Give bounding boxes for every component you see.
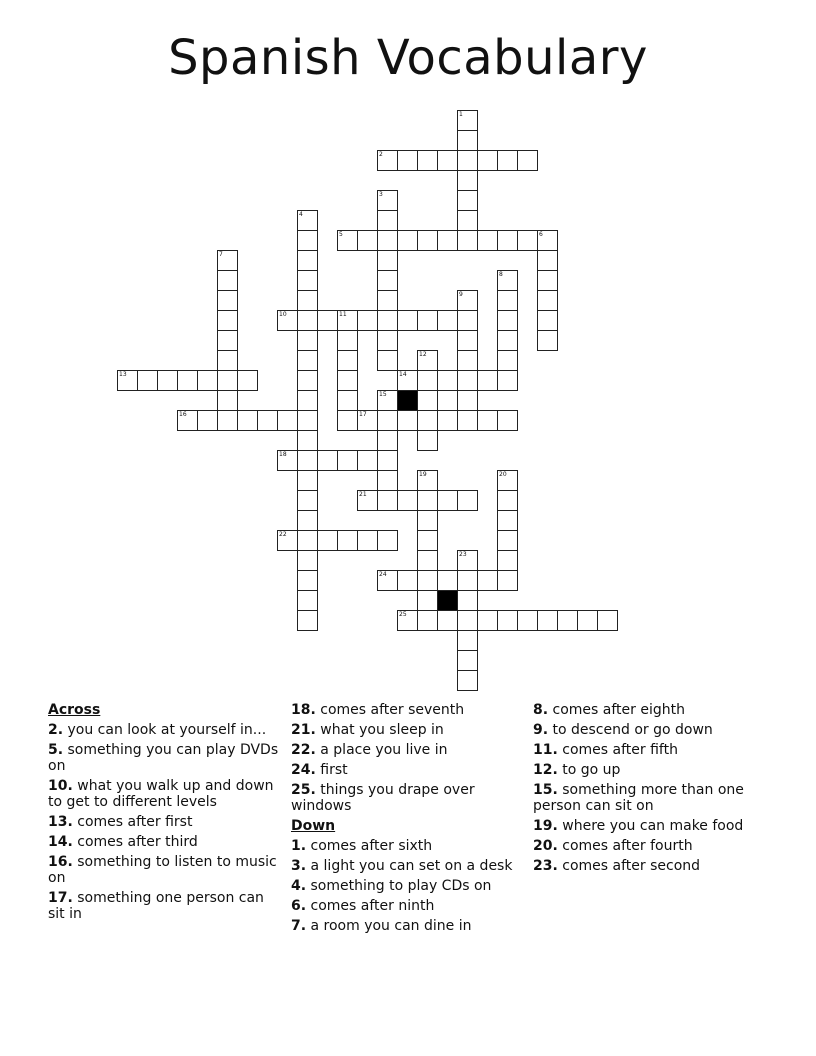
clue-num: 21. <box>291 722 316 738</box>
grid-cell[interactable] <box>217 250 238 271</box>
grid-cell[interactable] <box>197 370 218 391</box>
grid-cell[interactable] <box>577 610 598 631</box>
clue-text: to descend or go down <box>548 722 713 738</box>
clue-num: 8. <box>533 702 549 718</box>
grid-cell[interactable] <box>377 470 398 491</box>
grid-cell[interactable] <box>377 350 398 371</box>
clue-item <box>48 778 284 810</box>
clue-item <box>48 890 284 922</box>
clue-text: comes after seventh <box>315 702 465 718</box>
clue-num: 18. <box>291 702 316 718</box>
clue-num: 2. <box>48 722 64 738</box>
clue-num: 3. <box>291 858 307 874</box>
grid-cell[interactable] <box>497 290 518 311</box>
grid-cell[interactable] <box>477 410 498 431</box>
grid-cell[interactable] <box>377 150 398 171</box>
clue-text: something one person can sit in <box>48 890 264 922</box>
grid-cell[interactable] <box>497 510 518 531</box>
clue-item <box>48 742 284 774</box>
grid-cell[interactable] <box>497 310 518 331</box>
clue-text: a room you can dine in <box>306 918 472 934</box>
grid-cell[interactable] <box>377 210 398 231</box>
clue-item <box>291 742 527 758</box>
grid-cell[interactable] <box>117 370 138 391</box>
grid-cell[interactable] <box>477 370 498 391</box>
black-cell <box>397 390 418 411</box>
grid-cell[interactable] <box>337 330 358 351</box>
clue-num: 9. <box>533 722 549 738</box>
clue-item <box>533 858 773 874</box>
clue-num: 22. <box>291 742 316 758</box>
grid-cell[interactable] <box>457 190 478 211</box>
grid-cell[interactable] <box>297 550 318 571</box>
grid-cell[interactable] <box>377 410 398 431</box>
grid-cell[interactable] <box>197 410 218 431</box>
grid-cell[interactable] <box>477 150 498 171</box>
grid-cell[interactable] <box>457 370 478 391</box>
clue-number: 7 <box>219 251 223 258</box>
clue-num: 6. <box>291 898 307 914</box>
clue-num: 7. <box>291 918 307 934</box>
clue-number: 24 <box>379 571 387 578</box>
grid-cell[interactable] <box>277 310 298 331</box>
grid-cell[interactable] <box>377 290 398 311</box>
clue-text: comes after sixth <box>306 838 433 854</box>
clue-number: 21 <box>359 491 367 498</box>
grid-cell[interactable] <box>417 490 438 511</box>
grid-cell[interactable] <box>497 530 518 551</box>
grid-cell[interactable] <box>497 550 518 571</box>
grid-cell[interactable] <box>437 310 458 331</box>
grid-cell[interactable] <box>377 230 398 251</box>
grid-cell[interactable] <box>397 410 418 431</box>
grid-cell[interactable] <box>297 610 318 631</box>
grid-cell[interactable] <box>517 230 538 251</box>
grid-cell[interactable] <box>297 390 318 411</box>
grid-cell[interactable] <box>297 590 318 611</box>
grid-cell[interactable] <box>257 410 278 431</box>
grid-cell[interactable] <box>397 490 418 511</box>
black-cell <box>437 590 458 611</box>
clue-number: 2 <box>379 151 383 158</box>
clue-num: 15. <box>533 782 558 798</box>
clue-number: 16 <box>179 411 187 418</box>
clue-number: 9 <box>459 291 463 298</box>
clue-number: 23 <box>459 551 467 558</box>
grid-cell[interactable] <box>437 370 458 391</box>
clue-number: 11 <box>339 311 347 318</box>
grid-cell[interactable] <box>297 330 318 351</box>
grid-cell[interactable] <box>297 230 318 251</box>
grid-cell[interactable] <box>297 530 318 551</box>
grid-cell[interactable] <box>357 310 378 331</box>
clue-item <box>48 854 284 886</box>
grid-cell[interactable] <box>217 290 238 311</box>
grid-cell[interactable] <box>417 150 438 171</box>
grid-cell[interactable] <box>457 630 478 651</box>
clue-num: 4. <box>291 878 307 894</box>
clue-number: 6 <box>539 231 543 238</box>
grid-cell[interactable] <box>417 470 438 491</box>
across-heading: Across <box>48 702 101 718</box>
clue-item <box>533 782 773 814</box>
grid-cell[interactable] <box>417 410 438 431</box>
grid-cell[interactable] <box>377 250 398 271</box>
clue-item <box>533 818 773 834</box>
grid-cell[interactable] <box>377 570 398 591</box>
grid-cell[interactable] <box>477 610 498 631</box>
clue-item <box>291 838 527 854</box>
clue-num: 20. <box>533 838 558 854</box>
clue-item <box>291 722 527 738</box>
clue-text: a place you live in <box>315 742 448 758</box>
grid-cell[interactable] <box>297 250 318 271</box>
grid-cell[interactable] <box>297 570 318 591</box>
grid-cell[interactable] <box>297 490 318 511</box>
grid-cell[interactable] <box>297 310 318 331</box>
clue-text: what you sleep in <box>315 722 444 738</box>
grid-cell[interactable] <box>377 430 398 451</box>
grid-cell[interactable] <box>417 370 438 391</box>
clue-text: something you can play DVDs on <box>48 742 279 774</box>
grid-cell[interactable] <box>337 410 358 431</box>
grid-cell[interactable] <box>557 610 578 631</box>
clue-text: comes after third <box>72 834 198 850</box>
grid-cell[interactable] <box>437 570 458 591</box>
clue-number: 1 <box>459 111 463 118</box>
grid-cell[interactable] <box>457 310 478 331</box>
grid-cell[interactable] <box>457 650 478 671</box>
grid-cell[interactable] <box>297 430 318 451</box>
clue-number: 19 <box>419 471 427 478</box>
grid-cell[interactable] <box>457 350 478 371</box>
grid-cell[interactable] <box>237 410 258 431</box>
grid-cell[interactable] <box>337 390 358 411</box>
clue-item <box>291 918 527 934</box>
grid-cell[interactable] <box>277 530 298 551</box>
grid-cell[interactable] <box>297 210 318 231</box>
clue-column-2 <box>291 702 527 938</box>
clue-number: 14 <box>399 371 407 378</box>
grid-cell[interactable] <box>297 470 318 491</box>
clue-num: 14. <box>48 834 73 850</box>
clue-number: 13 <box>119 371 127 378</box>
clue-num: 10. <box>48 778 73 794</box>
grid-cell[interactable] <box>437 410 458 431</box>
grid-cell[interactable] <box>417 310 438 331</box>
clue-text: comes after fourth <box>557 838 693 854</box>
grid-cell[interactable] <box>217 350 238 371</box>
clue-item <box>291 762 527 778</box>
grid-cell[interactable] <box>497 410 518 431</box>
grid-cell[interactable] <box>237 370 258 391</box>
grid-cell[interactable] <box>397 610 418 631</box>
grid-cell[interactable] <box>457 170 478 191</box>
clue-num: 19. <box>533 818 558 834</box>
clue-text: comes after second <box>557 858 701 874</box>
clue-text: where you can make food <box>557 818 744 834</box>
grid-cell[interactable] <box>537 270 558 291</box>
grid-cell[interactable] <box>457 410 478 431</box>
grid-cell[interactable] <box>457 110 478 131</box>
grid-cell[interactable] <box>177 410 198 431</box>
clue-text: comes after eighth <box>548 702 685 718</box>
grid-cell[interactable] <box>397 570 418 591</box>
clue-item <box>533 722 773 738</box>
grid-cell[interactable] <box>217 370 238 391</box>
grid-cell[interactable] <box>497 330 518 351</box>
page-title: Spanish Vocabulary <box>168 30 648 86</box>
grid-cell[interactable] <box>297 510 318 531</box>
grid-cell[interactable] <box>277 450 298 471</box>
grid-cell[interactable] <box>377 190 398 211</box>
clue-text: comes after first <box>72 814 193 830</box>
grid-cell[interactable] <box>357 450 378 471</box>
grid-cell[interactable] <box>417 350 438 371</box>
grid-cell[interactable] <box>517 150 538 171</box>
grid-cell[interactable] <box>457 130 478 151</box>
grid-cell[interactable] <box>497 570 518 591</box>
clue-number: 3 <box>379 191 383 198</box>
clue-item <box>533 702 773 718</box>
grid-cell[interactable] <box>377 530 398 551</box>
clue-number: 12 <box>419 351 427 358</box>
grid-cell[interactable] <box>417 390 438 411</box>
grid-cell[interactable] <box>377 450 398 471</box>
grid-cell[interactable] <box>457 230 478 251</box>
clue-text: to go up <box>557 762 621 778</box>
clue-item <box>533 742 773 758</box>
grid-cell[interactable] <box>337 350 358 371</box>
clue-number: 5 <box>339 231 343 238</box>
grid-cell[interactable] <box>317 530 338 551</box>
grid-cell[interactable] <box>417 230 438 251</box>
grid-cell[interactable] <box>377 490 398 511</box>
grid-cell[interactable] <box>397 150 418 171</box>
grid-cell[interactable] <box>217 330 238 351</box>
grid-cell[interactable] <box>497 470 518 491</box>
grid-cell[interactable] <box>297 350 318 371</box>
grid-cell[interactable] <box>537 330 558 351</box>
grid-cell[interactable] <box>137 370 158 391</box>
clue-number: 10 <box>279 311 287 318</box>
clue-number: 4 <box>299 211 303 218</box>
grid-cell[interactable] <box>337 310 358 331</box>
grid-cell[interactable] <box>457 610 478 631</box>
clue-num: 16. <box>48 854 73 870</box>
clue-column-3 <box>533 702 773 878</box>
clue-text: comes after ninth <box>306 898 435 914</box>
grid-cell[interactable] <box>317 310 338 331</box>
grid-cell[interactable] <box>397 310 418 331</box>
grid-cell[interactable] <box>377 390 398 411</box>
clue-item <box>533 762 773 778</box>
grid-cell[interactable] <box>417 610 438 631</box>
grid-cell[interactable] <box>457 210 478 231</box>
grid-cell[interactable] <box>377 270 398 291</box>
grid-cell[interactable] <box>217 270 238 291</box>
grid-cell[interactable] <box>497 230 518 251</box>
clue-text: something more than one person can sit on <box>533 782 744 814</box>
clue-text: something to listen to music on <box>48 854 277 886</box>
clue-item <box>291 702 527 718</box>
grid-cell[interactable] <box>337 450 358 471</box>
grid-cell[interactable] <box>437 610 458 631</box>
grid-cell[interactable] <box>157 370 178 391</box>
grid-cell[interactable] <box>377 330 398 351</box>
clue-item <box>291 878 527 894</box>
clue-text: something to play CDs on <box>306 878 492 894</box>
clue-number: 18 <box>279 451 287 458</box>
grid-cell[interactable] <box>497 150 518 171</box>
clue-num: 24. <box>291 762 316 778</box>
grid-cell[interactable] <box>477 230 498 251</box>
clue-column-1 <box>48 702 284 926</box>
grid-cell[interactable] <box>457 330 478 351</box>
grid-cell[interactable] <box>497 350 518 371</box>
grid-cell[interactable] <box>597 610 618 631</box>
clue-number: 15 <box>379 391 387 398</box>
clue-number: 20 <box>499 471 507 478</box>
grid-cell[interactable] <box>497 610 518 631</box>
grid-cell[interactable] <box>517 610 538 631</box>
grid-cell[interactable] <box>337 530 358 551</box>
clue-num: 12. <box>533 762 558 778</box>
clue-text: a light you can set on a desk <box>306 858 513 874</box>
grid-cell[interactable] <box>337 370 358 391</box>
down-heading: Down <box>291 818 336 834</box>
grid-cell[interactable] <box>357 410 378 431</box>
clue-num: 23. <box>533 858 558 874</box>
grid-cell[interactable] <box>457 670 478 691</box>
grid-cell[interactable] <box>457 570 478 591</box>
grid-cell[interactable] <box>437 490 458 511</box>
grid-cell[interactable] <box>457 150 478 171</box>
grid-cell[interactable] <box>337 230 358 251</box>
grid-cell[interactable] <box>497 370 518 391</box>
grid-cell[interactable] <box>537 230 558 251</box>
grid-cell[interactable] <box>537 310 558 331</box>
grid-cell[interactable] <box>217 410 238 431</box>
grid-cell[interactable] <box>417 510 438 531</box>
grid-cell[interactable] <box>297 450 318 471</box>
grid-cell[interactable] <box>437 150 458 171</box>
clue-number: 17 <box>359 411 367 418</box>
grid-cell[interactable] <box>397 230 418 251</box>
grid-cell[interactable] <box>457 290 478 311</box>
grid-cell[interactable] <box>297 270 318 291</box>
grid-cell[interactable] <box>477 570 498 591</box>
grid-cell[interactable] <box>397 370 418 391</box>
clue-item <box>533 838 773 854</box>
clue-num: 13. <box>48 814 73 830</box>
grid-cell[interactable] <box>417 530 438 551</box>
grid-cell[interactable] <box>417 570 438 591</box>
clue-text: what you walk up and down to get to different levels <box>48 778 274 810</box>
grid-cell[interactable] <box>217 310 238 331</box>
clue-item <box>291 782 527 814</box>
clue-number: 22 <box>279 531 287 538</box>
grid-cell[interactable] <box>497 270 518 291</box>
clue-num: 11. <box>533 742 558 758</box>
grid-cell[interactable] <box>357 230 378 251</box>
clue-num: 5. <box>48 742 64 758</box>
grid-cell[interactable] <box>297 290 318 311</box>
clue-text: things you drape over windows <box>291 782 475 814</box>
grid-cell[interactable] <box>317 450 338 471</box>
clue-item <box>48 834 284 850</box>
grid-cell[interactable] <box>537 250 558 271</box>
grid-cell[interactable] <box>457 490 478 511</box>
grid-cell[interactable] <box>417 590 438 611</box>
clue-item <box>48 722 284 738</box>
grid-cell[interactable] <box>297 370 318 391</box>
grid-cell[interactable] <box>277 410 298 431</box>
clue-num: 17. <box>48 890 73 906</box>
grid-cell[interactable] <box>377 310 398 331</box>
grid-cell[interactable] <box>497 490 518 511</box>
grid-cell[interactable] <box>457 390 478 411</box>
grid-cell[interactable] <box>537 290 558 311</box>
clue-item <box>48 814 284 830</box>
clue-number: 25 <box>399 611 407 618</box>
grid-cell[interactable] <box>177 370 198 391</box>
clue-text: comes after fifth <box>557 742 678 758</box>
grid-cell[interactable] <box>357 490 378 511</box>
clue-text: first <box>315 762 348 778</box>
grid-cell[interactable] <box>437 230 458 251</box>
clue-item <box>291 898 527 914</box>
grid-cell[interactable] <box>297 410 318 431</box>
grid-cell[interactable] <box>457 550 478 571</box>
grid-cell[interactable] <box>417 550 438 571</box>
clue-item <box>291 858 527 874</box>
clue-number: 8 <box>499 271 503 278</box>
grid-cell[interactable] <box>457 590 478 611</box>
clue-num: 25. <box>291 782 316 798</box>
grid-cell[interactable] <box>417 430 438 451</box>
clue-text: you can look at yourself in... <box>63 722 267 738</box>
grid-cell[interactable] <box>537 610 558 631</box>
grid-cell[interactable] <box>217 390 238 411</box>
clue-num: 1. <box>291 838 307 854</box>
grid-cell[interactable] <box>357 530 378 551</box>
